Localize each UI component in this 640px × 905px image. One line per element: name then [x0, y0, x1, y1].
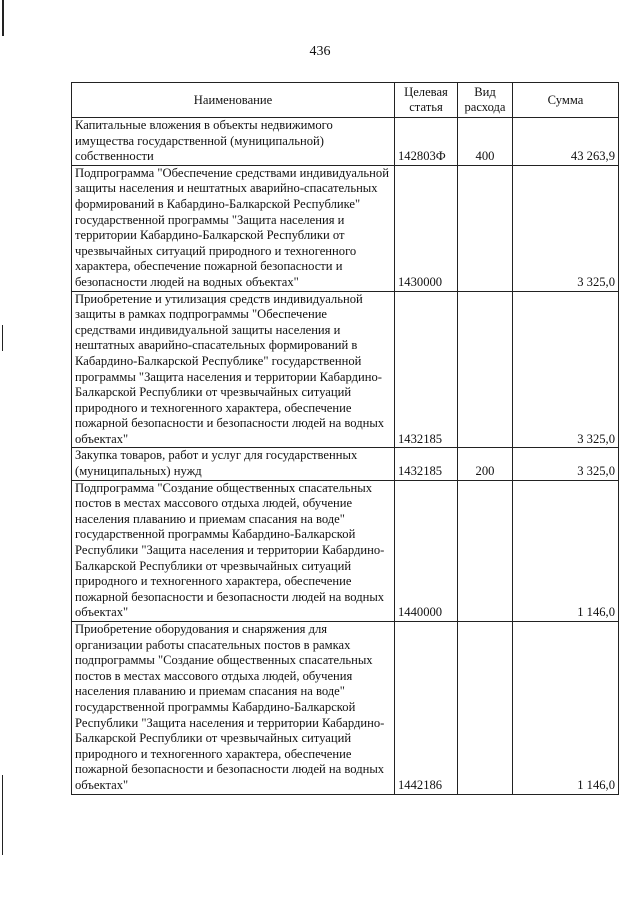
row-expense-type	[458, 291, 513, 448]
page-number: 436	[309, 44, 331, 59]
table-row	[72, 480, 619, 621]
row-sum: 1 146,0	[513, 480, 619, 621]
row-expense-type	[458, 480, 513, 621]
row-sum: 43 263,9	[513, 118, 619, 166]
scan-edge-mark-top	[2, 0, 4, 36]
row-sum: 1 146,0	[513, 622, 619, 795]
row-sum: 3 325,0	[513, 291, 619, 448]
row-target-article: 1440000	[395, 480, 458, 621]
row-target-article: 1432185	[395, 291, 458, 448]
table-row	[72, 622, 619, 795]
row-sum: 3 325,0	[513, 448, 619, 480]
row-name: Закупка товаров, работ и услуг для государственных (муниципальных) нужд	[72, 448, 395, 480]
row-name: Подпрограмма "Создание общественных спасательных постов в местах массового отдыха людей, обучение населения плаванию и приемам спасания на воде" государственной программы Кабардино-Балкарской Республики "Защита населения и территории Кабардино-Балкарской Республики от чрезвычайных ситуаций природного и техногенного характера, обеспечение пожарной безопасности и безопасности людей на водных объектах"	[72, 480, 395, 621]
table-row	[72, 165, 619, 291]
scan-edge-mark-bottom	[2, 775, 3, 855]
header-sum: Сумма	[513, 83, 619, 118]
row-target-article: 1442186	[395, 622, 458, 795]
scan-edge-mark-middle	[2, 325, 3, 351]
header-expense-type: Вид расхода	[458, 83, 513, 118]
row-name: Капитальные вложения в объекты недвижимого имущества государственной (муниципальной) собственности	[72, 118, 395, 166]
table-row	[72, 448, 619, 480]
row-name: Приобретение оборудования и снаряжения для организации работы спасательных постов в рамках подпрограммы "Создание общественных спасательных постов в местах массового отдыха людей, обучения населения плаванию и приемам спасания на воде" государственной программы Кабардино-Балкарской Республики "Защита населения и территории Кабардино-Балкарской Республики от чрезвычайных ситуаций природного и техногенного характера, обеспечение пожарной безопасности и безопасности людей на водных объектах"	[72, 622, 395, 795]
row-expense-type: 200	[458, 448, 513, 480]
table-row	[72, 291, 619, 448]
row-target-article: 1430000	[395, 165, 458, 291]
header-target-article: Целевая статья	[395, 83, 458, 118]
row-sum: 3 325,0	[513, 165, 619, 291]
row-name: Подпрограмма "Обеспечение средствами индивидуальной защиты населения и нештатных аварийно-спасательных формирований в Кабардино-Балкарской Республике" государственной программы "Защита населения и территории Кабардино-Балкарской Республики от чрезвычайных ситуаций природного и техногенного характера, обеспечение пожарной безопасности и безопасности людей на водных объектах"	[72, 165, 395, 291]
row-expense-type	[458, 165, 513, 291]
row-expense-type	[458, 622, 513, 795]
row-target-article: 1432185	[395, 448, 458, 480]
table-row	[72, 118, 619, 166]
row-name: Приобретение и утилизация средств индивидуальной защиты в рамках подпрограммы "Обеспечение средствами индивидуальной защиты населения и нештатных аварийно-спасательных формирований в Кабардино-Балкарской Республике" государственной программы "Защита населения и территории Кабардино-Балкарской Республики от чрезвычайных ситуаций природного и техногенного характера, обеспечение пожарной безопасности и безопасности людей на водных объектах"	[72, 291, 395, 448]
row-target-article: 142803Ф	[395, 118, 458, 166]
budget-table	[71, 82, 619, 795]
row-expense-type: 400	[458, 118, 513, 166]
header-name: Наименование	[72, 83, 395, 118]
table-header-row	[72, 83, 619, 118]
